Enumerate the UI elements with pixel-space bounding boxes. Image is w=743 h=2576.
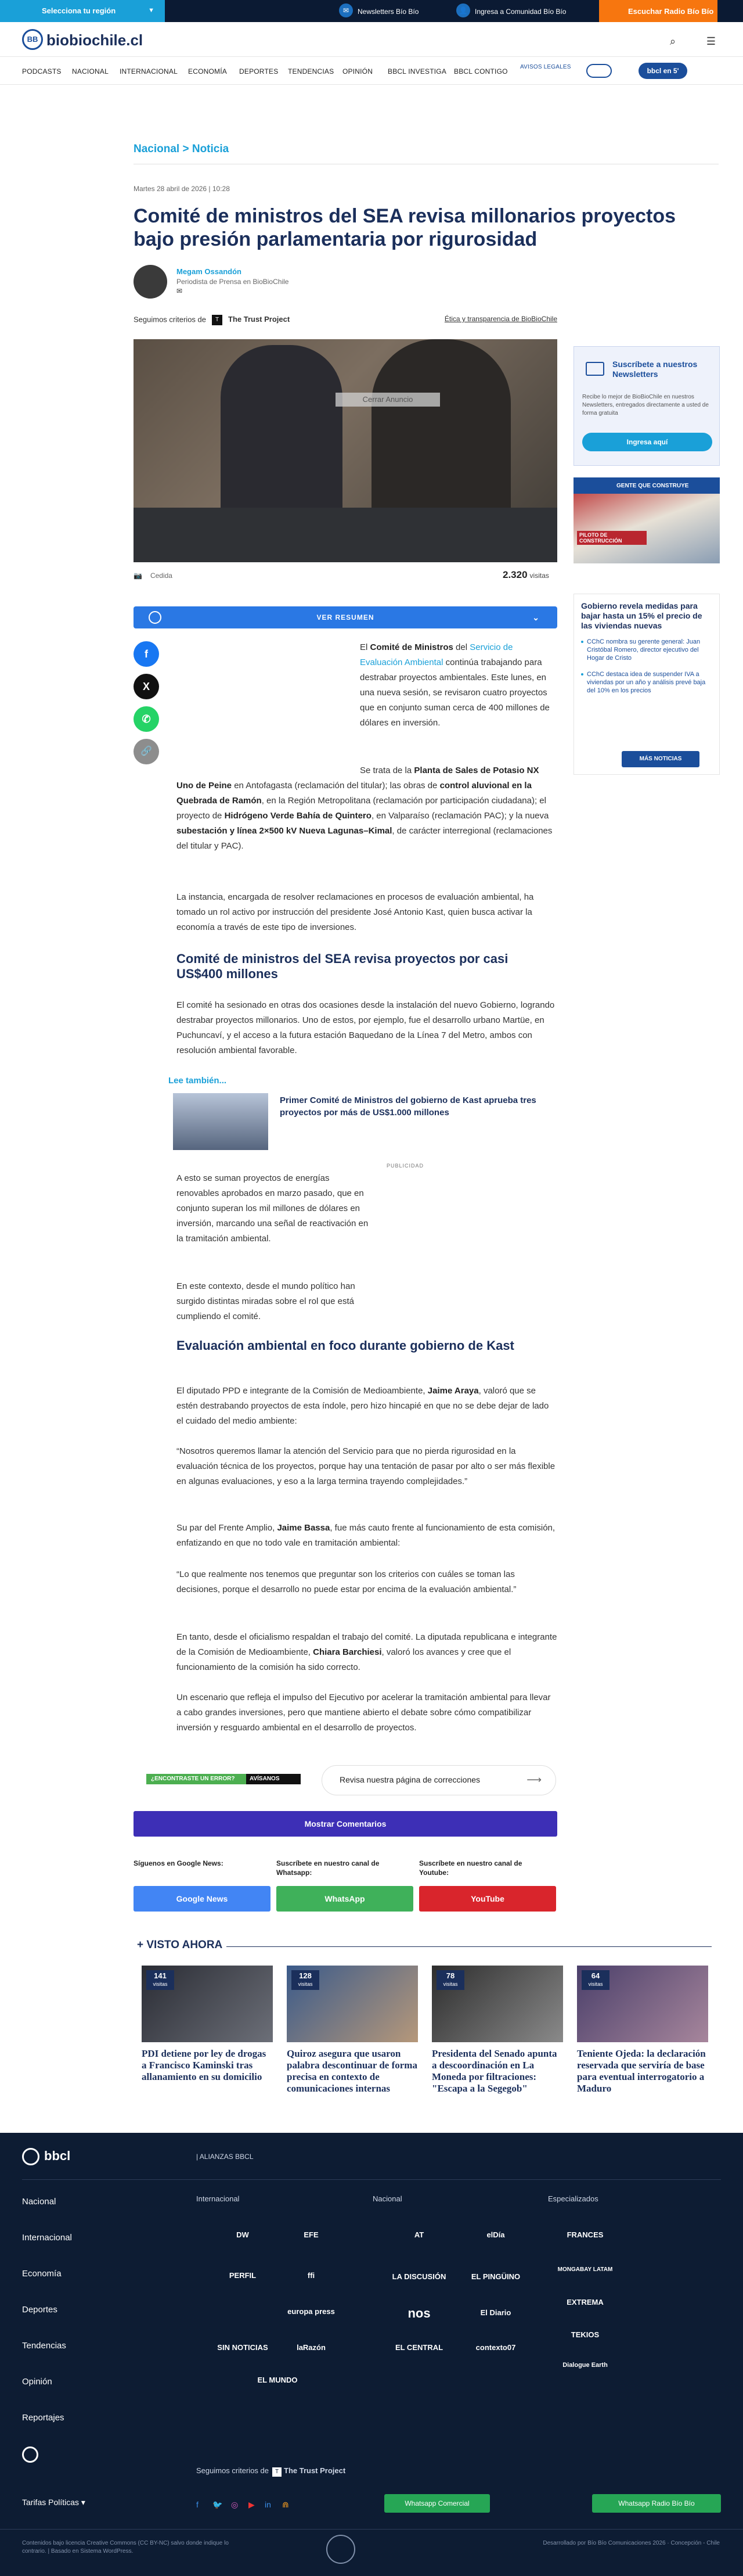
sidebar-news-item[interactable]: CChC nombra su gerente general: Juan Cristóbal Romero, director ejecutivo del Hogar de Cristo xyxy=(581,638,712,662)
trust-prefix: Seguimos criterios de xyxy=(134,315,206,324)
card-views: 78 xyxy=(446,1971,455,1980)
newsletter-button[interactable]: Ingresa aquí xyxy=(582,433,712,451)
nav-economia[interactable]: ECONOMÍA xyxy=(188,67,227,76)
paragraph-1 xyxy=(360,640,557,731)
whatsapp-button[interactable]: WhatsApp xyxy=(276,1886,413,1912)
paragraph-2 xyxy=(176,763,557,854)
brand-logo[interactable]: DW xyxy=(236,2230,249,2239)
p2-b: Planta de Sales de Potasio NX Uno de Peine xyxy=(176,766,539,791)
card-views-badge xyxy=(437,1970,464,1990)
mail-icon xyxy=(586,362,604,376)
card-views-badge xyxy=(146,1970,174,1990)
paragraph-11 xyxy=(176,1630,557,1675)
card-views-label: visitas xyxy=(588,1981,603,1987)
main-nav xyxy=(0,57,743,85)
whatsapp-share-icon[interactable]: ✆ xyxy=(134,706,159,732)
card-views: 128 xyxy=(299,1971,312,1980)
footer-copyright: Contenidos bajo licencia Creative Commons (CC BY-NC) salvo donde indique lo contrario. | Basado en Sistema WordPress. xyxy=(22,2540,229,2555)
ethics-link[interactable]: Ética y transparencia de BioBioChile xyxy=(444,315,557,323)
footer-logo[interactable] xyxy=(22,2148,70,2165)
site-footer xyxy=(0,2133,743,2576)
trust-project-icon: T xyxy=(272,2467,282,2477)
paragraph-6: En este contexto, desde el mundo político han surgido distintas miradas sobre el rol que está cumpliendo el comité. xyxy=(176,1281,355,1321)
paragraph-10: “Lo que realmente nos tenemos que preguntar son los criterios con cuáles se toman las decisiones, porque el desarrollo no puede estar por encima de la evaluación ambiental.” xyxy=(176,1569,517,1594)
p9-a: Su par del Frente Amplio, xyxy=(176,1523,277,1533)
tarifas-politicas-dropdown[interactable]: Tarifas Políticas ▾ xyxy=(22,2498,85,2507)
visto-ahora-heading xyxy=(137,1939,222,1952)
footer-logo-text: bbcl xyxy=(44,2148,71,2163)
arrow-right-icon: ⟶ xyxy=(526,1774,542,1785)
brand-logo[interactable]: Dialogue Earth xyxy=(562,2362,608,2369)
sidebar-news-title[interactable]: Gobierno revela medidas para bajar hasta un 15% el precio de las viviendas nuevas xyxy=(581,601,702,630)
corrections-label: Revisa nuestra página de correcciones xyxy=(340,1775,481,1784)
trust-name[interactable]: The Trust Project xyxy=(284,2466,346,2475)
footer-nav-deportes[interactable]: Deportes xyxy=(22,2305,57,2315)
subheading-1: Comité de ministros del SEA revisa proyectos por casi US$400 millones xyxy=(176,951,508,981)
photo-desk xyxy=(134,508,557,562)
brand-logo[interactable]: SIN NOTICIAS xyxy=(217,2343,268,2352)
p11-a: En tanto, desde el oficialismo respaldan el trabajo del comité. La diputada republicana e integrante de la Comisión de Medioambiente, xyxy=(176,1632,557,1657)
divider xyxy=(22,2179,721,2180)
paragraph-7 xyxy=(176,1384,557,1429)
footer-trust-project xyxy=(196,2466,345,2477)
newsletter-title: Suscríbete a nuestros Newsletters xyxy=(612,360,698,379)
p2-i: , de carácter interregional (reclamaciones del titular y PAC). xyxy=(176,826,553,851)
nav-bbcl-contigo[interactable]: BBCL CONTIGO xyxy=(454,67,508,76)
footer-nav-reportajes[interactable]: Reportajes xyxy=(22,2413,64,2423)
site-header xyxy=(0,22,743,57)
card-views-badge xyxy=(582,1970,609,1990)
paragraph-9 xyxy=(176,1521,557,1551)
menu-icon[interactable]: ☰ xyxy=(706,35,716,47)
brand-logo[interactable]: AT xyxy=(414,2230,424,2239)
lee-tambien-label: Lee también... xyxy=(168,1076,227,1086)
p2-f: Hidrógeno Verde Bahía de Quintero xyxy=(224,811,372,821)
footer-nav-tendencias[interactable]: Tendencias xyxy=(22,2341,66,2351)
card-title[interactable]: Presidenta del Senado apunta a descoordinación en La Moneda por filtraciones: "Escapa a la Segegob" xyxy=(432,2048,557,2094)
p7-c: , valoró que se estén destrabando proyectos de esta índole, pero hizo hincapié en que no se debe dejar de lado el cuidado del medio ambiente: xyxy=(176,1386,549,1426)
article-title: Comité de ministros del SEA revisa millonarios proyectos bajo presión parlamentaria por rigurosidad xyxy=(134,205,676,250)
youtube-heading: Suscríbete en nuestro canal de Youtube: xyxy=(419,1859,522,1877)
p7-b: Jaime Araya xyxy=(427,1386,479,1396)
alliances-heading: | ALIANZAS BBCL xyxy=(196,2153,254,2161)
newsletters-label: Newsletters Bío Bío xyxy=(358,8,419,16)
newsletter-description: Recibe lo mejor de BioBioChile en nuestros Newsletters, entregados directamente a usted de forma gratuita xyxy=(582,394,709,416)
footer-nav-nacional[interactable]: Nacional xyxy=(22,2197,56,2207)
brand-logo[interactable]: El Diario xyxy=(480,2308,511,2317)
nav-tendencias[interactable]: TENDENCIAS xyxy=(288,67,334,76)
nav-podcasts[interactable]: PODCASTS xyxy=(22,67,62,76)
sea-link[interactable]: Servicio de Evaluación Ambiental xyxy=(360,642,513,667)
linkedin-icon[interactable]: in xyxy=(265,2500,271,2509)
bbcl-logo-icon xyxy=(149,611,161,624)
card-views-label: visitas xyxy=(153,1981,168,1987)
p2-a: Se trata de la xyxy=(360,766,414,775)
footer-credits: Desarrollado por Bío Bío Comunicaciones 2026 · Concepción - Chile xyxy=(543,2540,720,2546)
brand-logo[interactable]: PERFIL xyxy=(229,2271,257,2280)
youtube-icon[interactable]: ▶ xyxy=(248,2500,255,2509)
paragraph-3: La instancia, encargada de resolver reclamaciones en procesos de evaluación ambiental, ha tomado un rol activo por instrucción del presidente José Antonio Kast, quien busca activar la economía a través de este tipo de inversiones. xyxy=(176,892,534,932)
whatsapp-heading: Suscríbete en nuestro canal de Whatsapp: xyxy=(276,1859,380,1877)
card-title[interactable]: Quiroz asegura que usaron palabra descontinuar de forma precisa en contexto de comunicaciones internas xyxy=(287,2048,417,2094)
p9-c: , fue más cauto frente al funcionamiento de esta comisión, enfatizando en que no todo vale en tramitación ambiental: xyxy=(176,1523,556,1548)
newsletter-box xyxy=(574,346,720,466)
divider xyxy=(0,2529,743,2530)
visto-label: VISTO AHORA xyxy=(146,1939,223,1951)
youtube-button[interactable]: YouTube xyxy=(419,1886,556,1912)
paragraph-4: El comité ha sesionado en otras dos ocasiones desde la instalación del nuevo Gobierno, logrando destrabar proyectos millonarios. Uno de estos, por ejemplo, fue el desarrollo urbano Martüe, en Puchuncaví, y el acceso a la futura estación Baquedano de la Línea 7 del Metro, ambos con resolución ambiental favorable. xyxy=(176,1000,555,1055)
bbtv-logo-icon[interactable] xyxy=(586,64,612,78)
twitter-icon[interactable]: 🐦 xyxy=(212,2500,223,2509)
rss-icon[interactable]: ⋒ xyxy=(282,2500,289,2509)
plus-icon: + xyxy=(137,1939,147,1951)
brand-logo[interactable]: TEKIOS xyxy=(571,2330,600,2339)
col-internacional: Internacional xyxy=(196,2194,240,2203)
brand-logo[interactable]: MONGABAY LATAM xyxy=(557,2266,613,2273)
p11-b: Chiara Barchiesi xyxy=(313,1647,382,1657)
summary-button[interactable] xyxy=(134,606,557,628)
region-label: Selecciona tu región xyxy=(42,6,116,15)
more-news-button[interactable]: MÁS NOTICIAS xyxy=(622,751,699,767)
brand-logo[interactable]: elDía xyxy=(486,2230,505,2239)
card-title[interactable]: PDI detiene por ley de drogas a Francisco Kaminski tras allanamiento en su domicilio xyxy=(142,2048,266,2082)
card-views: 141 xyxy=(154,1971,167,1980)
bbcl-logo-icon xyxy=(22,2446,38,2463)
camera-icon: 📷 xyxy=(134,572,142,580)
facebook-icon[interactable]: f xyxy=(196,2500,199,2509)
sidebar-news-item[interactable]: CChC destaca idea de suspender IVA a viviendas por un año y análisis prevé baja del 10% en los precios xyxy=(581,670,712,695)
whatsapp-radio-button[interactable]: Whatsapp Radio Bío Bío xyxy=(592,2494,721,2513)
bbcl-logo-icon xyxy=(22,2148,39,2165)
nav-bbcl-investiga[interactable]: BBCL INVESTIGA xyxy=(388,67,447,76)
author-role: Periodista de Prensa en BioBioChile xyxy=(176,278,289,286)
radio-label: Escuchar Radio Bío Bío xyxy=(628,7,714,16)
google-news-heading: Síguenos en Google News: xyxy=(134,1859,223,1867)
brand-logo[interactable]: EL PINGÜINO xyxy=(471,2272,521,2281)
seal-icon xyxy=(326,2535,355,2564)
community-label: Ingresa a Comunidad Bío Bío xyxy=(475,8,567,16)
sidebar-news-block xyxy=(574,594,720,775)
p11-c: , valoró los avances y cree que el funcionamiento de la comisión ha sido correcto. xyxy=(176,1647,511,1672)
trust-name[interactable]: The Trust Project xyxy=(228,315,290,324)
subheading-2: Evaluación ambiental en foco durante gobierno de Kast xyxy=(176,1338,514,1353)
brand-logo[interactable]: EL CENTRAL xyxy=(395,2343,443,2352)
card-views-badge xyxy=(291,1970,319,1990)
nav-avisos-legales[interactable]: AVISOS LEGALES xyxy=(520,64,571,70)
whatsapp-comercial-button[interactable]: Whatsapp Comercial xyxy=(384,2494,490,2513)
copy-link-icon[interactable]: 🔗 xyxy=(134,739,159,764)
chevron-down-icon: ⌄ xyxy=(532,613,540,622)
trust-project-note xyxy=(134,315,290,325)
summary-label: VER RESUMEN xyxy=(316,613,374,621)
p1-text-c: del xyxy=(453,642,470,652)
photo-caption xyxy=(134,572,172,580)
p9-b: Jaime Bassa xyxy=(277,1523,330,1533)
mail-icon[interactable]: ✉ xyxy=(176,287,183,295)
p1-bold: Comité de Ministros xyxy=(370,642,453,652)
trust-prefix: Seguimos criterios de xyxy=(196,2466,269,2475)
author-avatar[interactable] xyxy=(134,265,167,299)
footer-nav-internacional[interactable]: Internacional xyxy=(22,2233,72,2243)
facebook-share-icon[interactable]: f xyxy=(134,641,159,667)
newsletters-link[interactable] xyxy=(339,0,419,22)
paragraph-12: Un escenario que refleja el impulso del Ejecutivo por acelerar la tramitación ambiental para llevar a cabo grandes inversiones, pero que mantiene abierto el debate sobre cómo compatibilizar inversión y resguardo ambiental en el desarrollo de proyectos. xyxy=(176,1693,551,1733)
card-title[interactable]: Teniente Ojeda: la declaración reservada que serviría de base para eventual interrogatorio a Maduro xyxy=(577,2048,706,2094)
instagram-icon[interactable]: ◎ xyxy=(231,2500,239,2509)
nav-nacional[interactable]: NACIONAL xyxy=(72,67,109,76)
sidebar-ad[interactable] xyxy=(574,477,720,563)
brand-logo[interactable]: ffi xyxy=(307,2271,315,2280)
listen-radio-button[interactable] xyxy=(599,0,717,22)
p2-h: subestación y línea 2×500 kV Nueva Lagunas–Kimal xyxy=(176,826,392,836)
p2-g: , en Valparaíso (reclamación PAC); y la nueva xyxy=(371,811,549,821)
logo-text: biobiochile.cl xyxy=(46,31,143,49)
chevron-down-icon: ▼ xyxy=(148,7,154,14)
google-news-button[interactable]: Google News xyxy=(134,1886,270,1912)
col-especializados: Especializados xyxy=(548,2194,598,2203)
error-action: AVÍSANOS xyxy=(250,1776,280,1782)
region-selector[interactable] xyxy=(0,0,165,22)
p1-text-a: El xyxy=(360,642,370,652)
brand-logo[interactable]: nos xyxy=(407,2306,431,2320)
trust-project-icon: T xyxy=(212,315,222,325)
brand-logo[interactable]: europa press xyxy=(287,2307,335,2316)
x-share-icon[interactable]: X xyxy=(134,674,159,699)
community-link[interactable] xyxy=(456,0,566,22)
brand-logo[interactable]: EL MUNDO xyxy=(257,2376,298,2384)
nav-opinion[interactable]: OPINIÓN xyxy=(342,67,373,76)
brand-logo[interactable]: FRANCES xyxy=(567,2230,604,2239)
brand-logo[interactable]: laRazón xyxy=(297,2343,326,2352)
error-label: ¿ENCONTRASTE UN ERROR? xyxy=(146,1774,246,1784)
ad-strip: GENTE QUE CONSTRUYE xyxy=(574,477,720,494)
nav-deportes[interactable]: DEPORTES xyxy=(239,67,279,76)
p2-d: control aluvional en la Quebrada de Ramón xyxy=(176,781,532,806)
footer-nav-opinion[interactable]: Opinión xyxy=(22,2377,52,2387)
card-views-label: visitas xyxy=(298,1981,313,1987)
bbcl-en-5-button[interactable]: bbcl en 5' xyxy=(639,63,687,79)
brand-logo[interactable]: contexto07 xyxy=(475,2343,516,2352)
views-counter xyxy=(503,569,549,581)
corrections-link[interactable] xyxy=(322,1765,556,1795)
article-date: Martes 28 abril de 2026 | 10:28 xyxy=(134,185,230,193)
photo-person-right xyxy=(372,339,511,525)
author-name[interactable]: Megam Ossandón xyxy=(176,267,241,276)
mail-icon: ✉ xyxy=(339,3,353,17)
divider xyxy=(226,1946,712,1947)
photo-person-left xyxy=(221,345,342,519)
ad-tag: PILOTO DE CONSTRUCCIÓN xyxy=(577,531,647,545)
search-icon[interactable]: ⌕ xyxy=(669,35,676,47)
card-views: 64 xyxy=(591,1971,600,1980)
p2-c: en Antofagasta (reclamación del titular); las obras de xyxy=(232,781,440,791)
footer-nav-economia[interactable]: Economía xyxy=(22,2269,62,2279)
report-error-button[interactable] xyxy=(146,1774,301,1784)
paragraph-8: “Nosotros queremos llamar la atención del Servicio para que no pierda rigurosidad en la evaluación técnica de los proyectos, porque hay una tentación de pasar por alto o ser más flexible en algunas evaluaciones, y eso a la larga termina trayendo complejidades.” xyxy=(176,1446,556,1486)
publicidad-label: PUBLICIDAD xyxy=(387,1163,424,1169)
p1-text-d: continúa trabajando para destrabar proyectos ambientales. Este lunes, en una nueva sesión, se revisaron cuatro proyectos que en conjunto suman cerca de 400 millones de dólares en inversión. xyxy=(360,658,550,728)
views-label: visitas xyxy=(529,572,549,580)
ad-image xyxy=(574,494,720,563)
caption-text: Cedida xyxy=(150,572,172,580)
paragraph-5: A esto se suman proyectos de energías renovables aprobados en marzo pasado, que en conjunto superan los mil millones de dólares en inversión, marcando una señal de reactivación en la tramitación ambiental. xyxy=(176,1173,369,1244)
top-bar xyxy=(0,0,743,22)
views-count: 2.320 xyxy=(503,569,528,580)
user-icon: 👤 xyxy=(456,3,470,17)
show-comments-button[interactable]: Mostrar Comentarios xyxy=(134,1811,557,1837)
nav-internacional[interactable]: INTERNACIONAL xyxy=(120,67,178,76)
col-nacional: Nacional xyxy=(373,2194,402,2203)
card-views-label: visitas xyxy=(443,1981,458,1987)
related-article-image[interactable] xyxy=(173,1093,268,1150)
p2-e: , en la Región Metropolitana (reclamación por participación ciudadana); el proyecto de xyxy=(176,796,546,821)
article-photo xyxy=(134,339,557,562)
logo-mark: BB xyxy=(22,29,43,50)
close-ad-button[interactable]: Cerrar Anuncio xyxy=(336,393,440,407)
brand-logo[interactable]: LA DISCUSIÓN xyxy=(392,2272,446,2281)
brand-logo[interactable]: EXTREMA xyxy=(567,2298,604,2306)
related-article-title[interactable]: Primer Comité de Ministros del gobierno de Kast aprueba tres proyectos por más de US$1.000 millones xyxy=(280,1095,536,1118)
brand-logo[interactable]: EFE xyxy=(304,2230,319,2239)
p7-a: El diputado PPD e integrante de la Comisión de Medioambiente, xyxy=(176,1386,428,1396)
breadcrumb[interactable]: Nacional > Noticia xyxy=(134,143,229,155)
